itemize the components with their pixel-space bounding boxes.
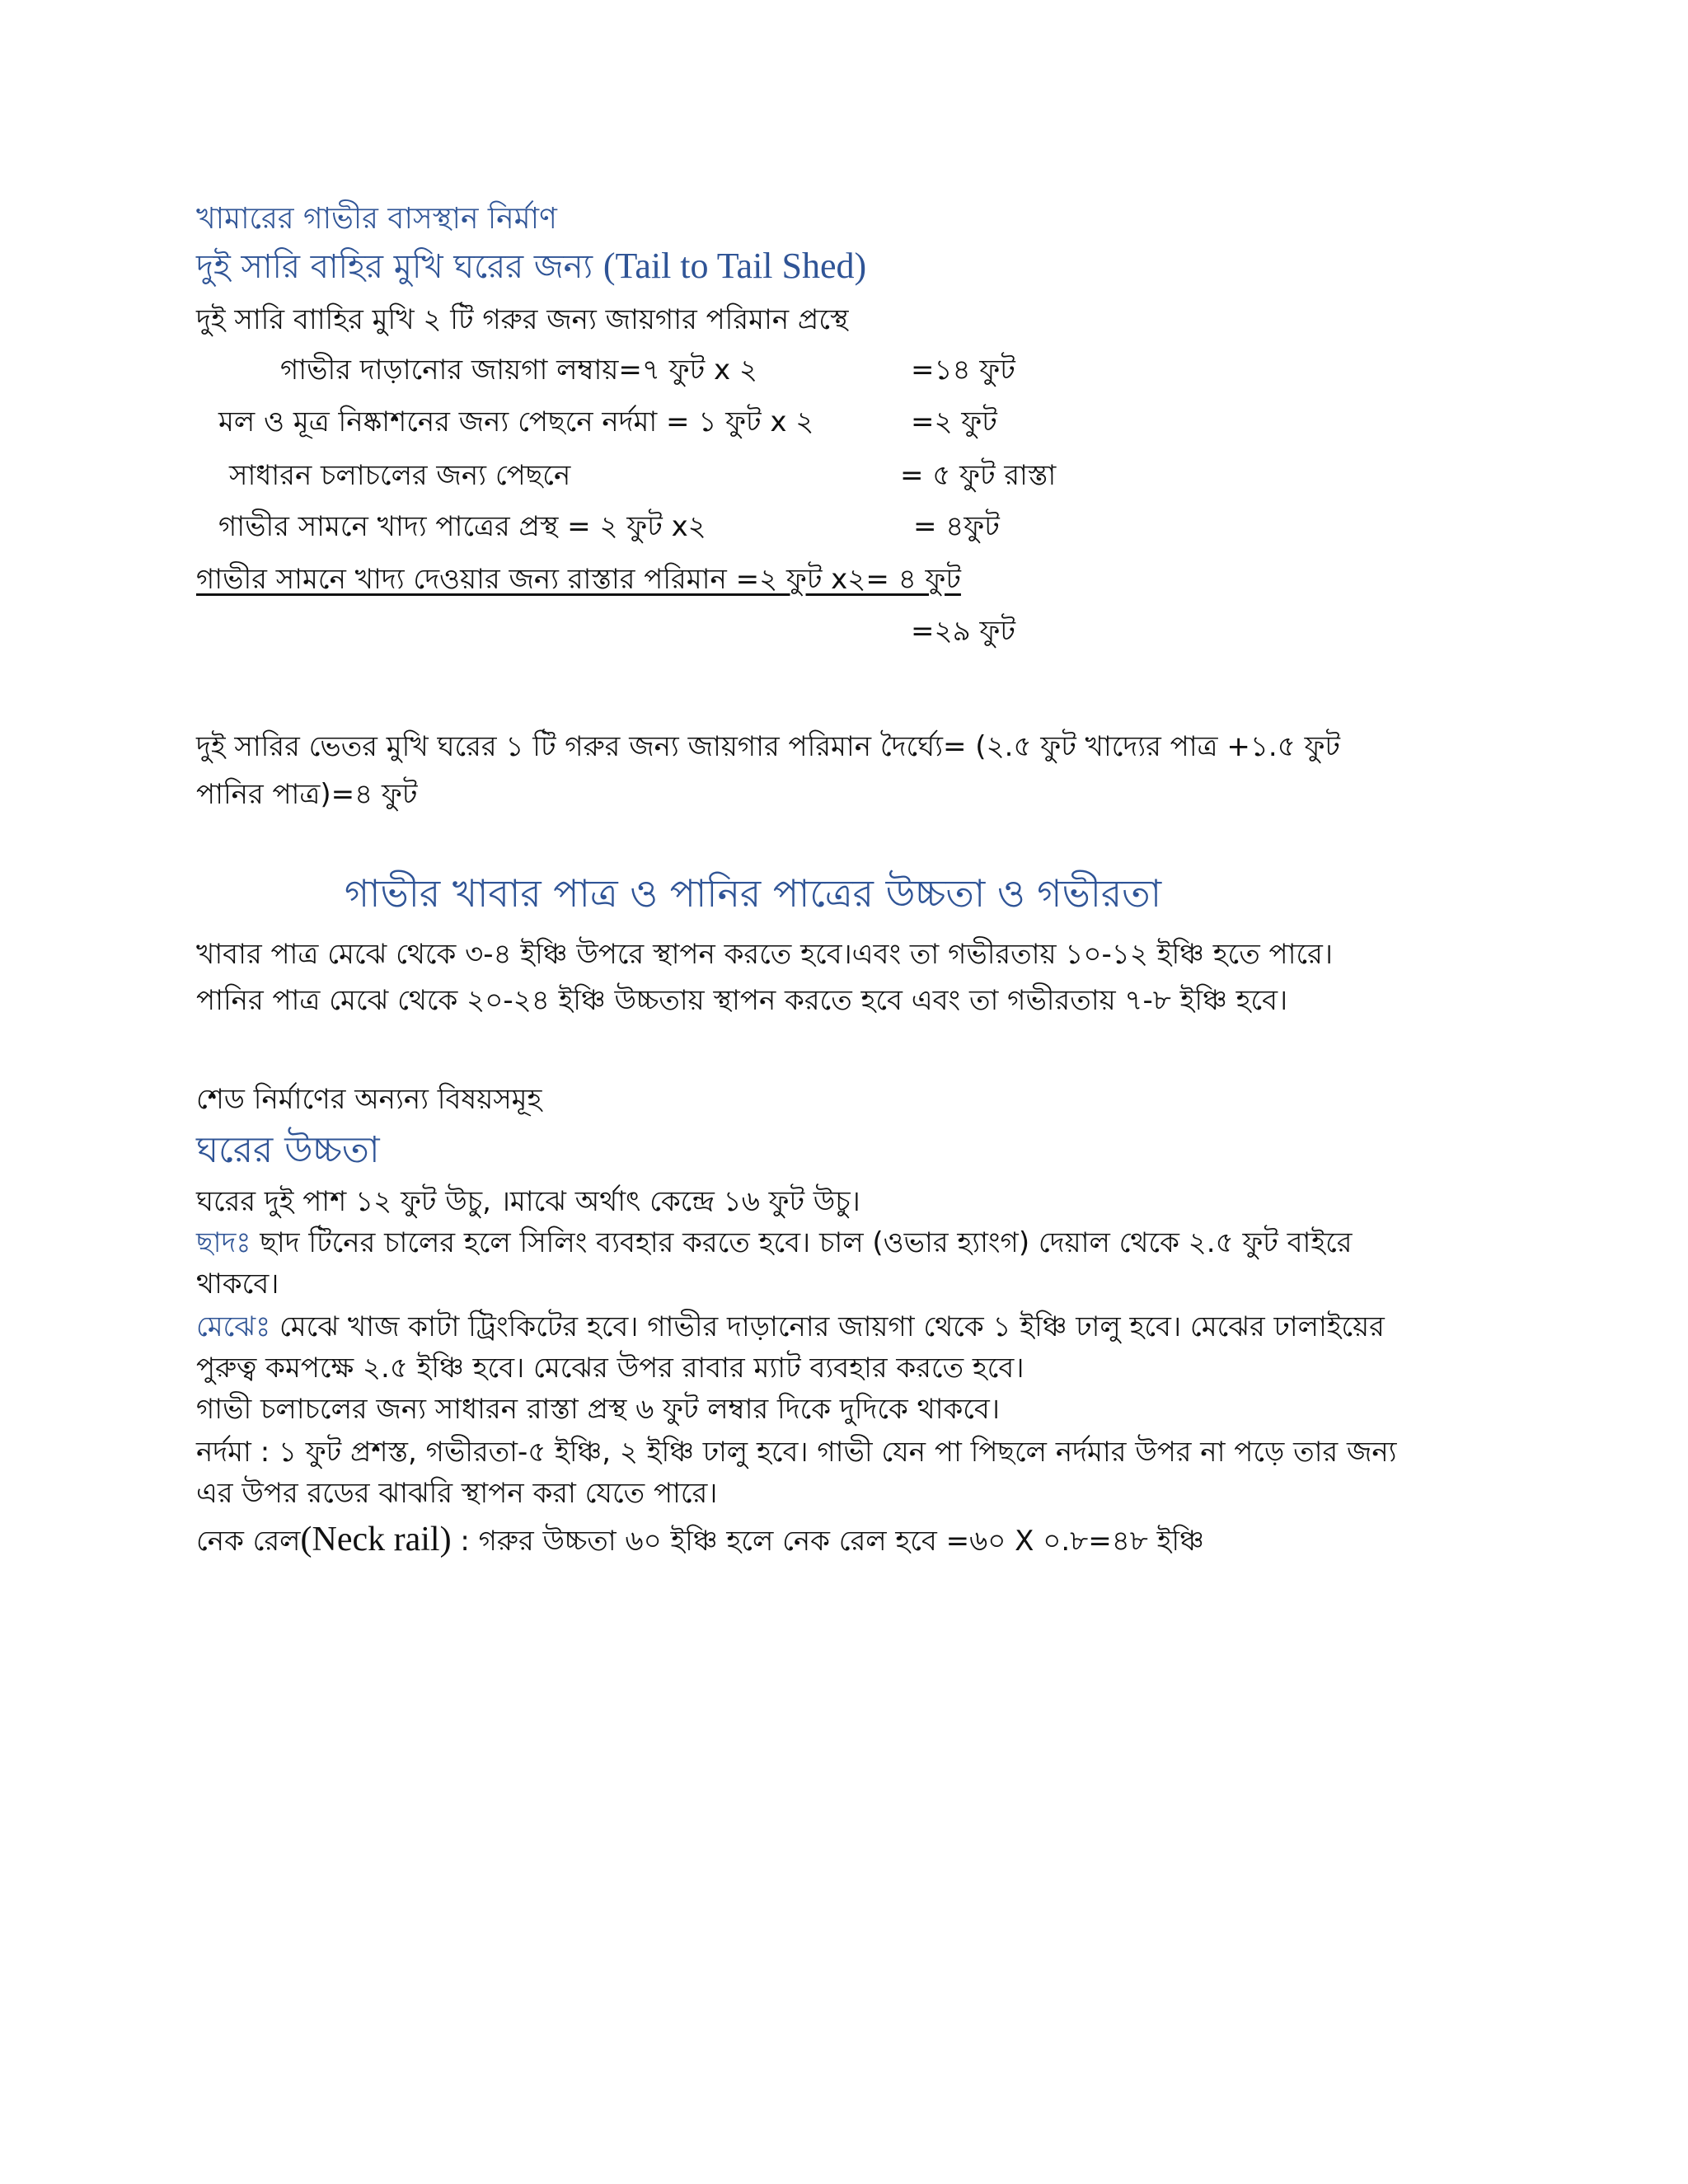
calc-label: গাভীর দাড়ানোর জায়গা লম্বায়=৭ ফুট x ২ [280, 354, 758, 387]
heading-english: (Tail to Tail Shed) [603, 246, 867, 286]
pathway-line: গাভী চলাচলের জন্য সাধারন রাস্তা প্রস্থ ৬ ফুট লম্বার দিকে দুদিকে থাকবে। [196, 1393, 1000, 1426]
roof-line-1 [196, 1223, 1352, 1263]
calc-label: গাভীর সামনে খাদ্য পাত্রের প্রস্থ = ২ ফুট x২ [218, 510, 706, 543]
inner-facing-line-2: পানির পাত্র)=৪ ফুট [196, 778, 418, 811]
neck-rail-prefix: নেক রেল [196, 1525, 301, 1558]
calc-last-row: গাভীর সামনে খাদ্য দেওয়ার জন্য রাস্তার পরিমান =২ ফুট x২= ৪ ফুট [196, 563, 961, 596]
trough-line-2: পানির পাত্র মেঝে থেকে ২০-২৪ ইঞ্চি উচ্চতায় স্থাপন করতে হবে এবং তা গভীরতায় ৭-৮ ইঞ্চি হবে। [196, 984, 1288, 1017]
trough-line-1: খাবার পাত্র মেঝে থেকে ৩-৪ ইঞ্চি উপরে স্থাপন করতে হবে।এবং তা গভীরতায় ১০-১২ ইঞ্চি হতে পারে। [196, 938, 1333, 971]
neck-rail-text: : গরুর উচ্চতা ৬০ ইঞ্চি হলে নেক রেল হবে =৬০ X ০.৮=৪৮ ইঞ্চি [451, 1525, 1204, 1558]
calc-value: =২ ফুট [911, 405, 997, 438]
floor-line-2: পুরুত্ব কমপক্ষে ২.৫ ইঞ্চি হবে। মেঝের উপর রাবার ম্যাট ব্যবহার করতে হবে। [196, 1352, 1025, 1385]
roof-text: ছাদ টিনের চালের হলে সিলিং ব্যবহার করতে হবে। চাল (ওভার হ্যাংগ) দেয়াল থেকে ২.৫ ফুট বাইরে [251, 1226, 1353, 1259]
intro-line: দুই সারি বাাহির মুখি ২ টি গরুর জন্য জায়গার পরিমান প্রস্থে [196, 303, 849, 336]
floor-line-1 [196, 1307, 1385, 1347]
calc-value: =১৪ ফুট [911, 354, 1015, 387]
house-height-line: ঘরের দুই পাশ ১২ ফুট উচু, ।মাঝে অর্থাৎ কেন্দ্রে ১৬ ফুট উচু। [196, 1185, 860, 1218]
floor-text: মেঝে খাজ কাটা ট্রিংকিটের হবে। গাভীর দাড়ানোর জায়গা থেকে ১ ইঞ্চি ঢালু হবে। মেঝের ঢালাইয়ের [270, 1310, 1385, 1343]
neck-rail-english: (Neck rail) [300, 1521, 452, 1558]
drain-line-1: নর্দমা : ১ ফুট প্রশস্ত, গভীরতা-৫ ইঞ্চি, ২ ইঞ্চি ঢালু হবে। গাভী যেন পা পিছলে নর্দমার উপর না পড়ে তার জন্য [196, 1436, 1397, 1469]
calc-value: = ৪ফুট [913, 510, 1000, 543]
trough-heading: গাভীর খাবার পাত্র ও পানির পাত্রের উচ্চতা ও গভীরতা [345, 871, 1162, 916]
calc-total: =২৯ ফুট [911, 615, 1015, 648]
calc-value: = ৫ ফুট রাস্তা [900, 459, 1057, 492]
section-heading-tail-to-tail [196, 246, 866, 287]
other-topics-heading: শেড নির্মাণের অন্যন্য বিষয়সমূহ [196, 1083, 542, 1116]
house-height-heading: ঘরের উচ্চতা [196, 1129, 380, 1171]
roof-line-2: থাকবে। [196, 1268, 279, 1301]
calc-label: সাধারন চলাচলের জন্য পেছনে [229, 459, 571, 492]
document-title: খামারের গাভীর বাসস্থান নির্মাণ [196, 202, 557, 236]
inner-facing-line-1: দুই সারির ভেতর মুখি ঘরের ১ টি গরুর জন্য জায়গার পরিমান দৈর্ঘ্যে= (২.৫ ফুট খাদ্যের পাত্র +১.৫ ফুট [196, 730, 1340, 763]
roof-label: ছাদঃ [196, 1226, 251, 1259]
floor-label: মেঝেঃ [196, 1310, 271, 1343]
heading-bengali: দুই সারি বাহির মুখি ঘরের জন্য [196, 248, 593, 286]
neck-rail-line [196, 1520, 1204, 1561]
calc-label: মল ও মূত্র নিষ্কাশনের জন্য পেছনে নর্দমা = ১ ফুট x ২ [218, 405, 814, 438]
drain-line-2: এর উপর রডের ঝাঝরি স্থাপন করা যেতে পারে। [196, 1477, 718, 1510]
